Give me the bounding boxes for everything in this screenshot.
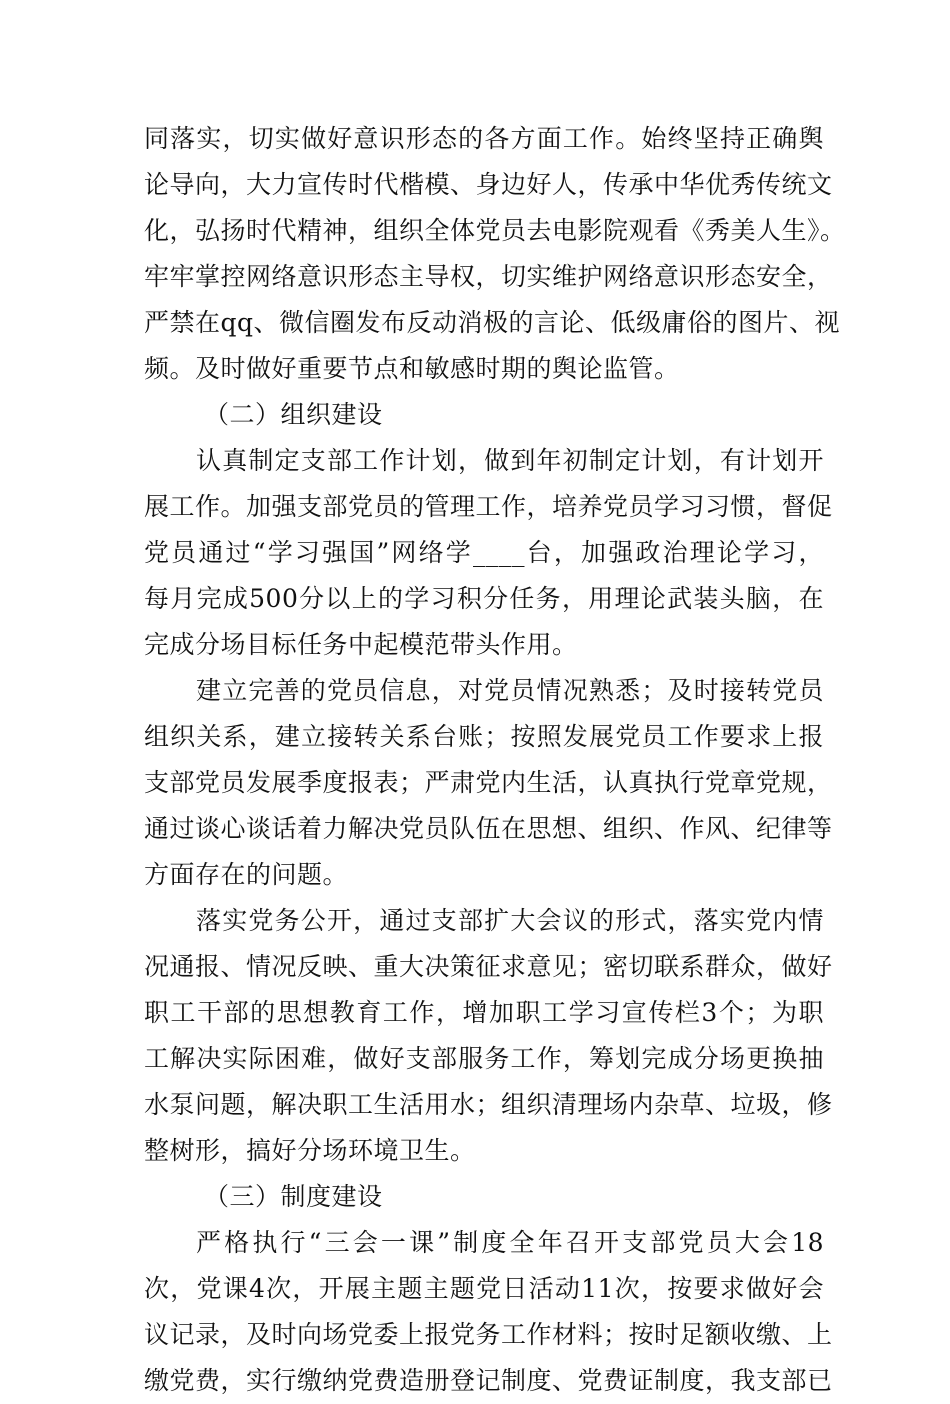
- text-line: 议记录，及时向场党委上报党务工作材料；按时足额收缴、上: [144, 1320, 833, 1349]
- text-line: 展工作。加强支部党员的管理工作，培养党员学习习惯，督促: [144, 492, 833, 521]
- text-line: 认真制定支部工作计划，做到年初制定计划，有计划开: [196, 446, 824, 475]
- text-line: 缴党费，实行缴纳党费造册登记制度、党费证制度，我支部已: [144, 1366, 833, 1395]
- paragraph-ideology: [144, 116, 846, 392]
- paragraph-work-plan: [144, 438, 833, 668]
- text-line: 每月完成500分以上的学习积分任务，用理论武装头脑，在: [144, 584, 824, 613]
- text-line: 化，弘扬时代精神，组织全体党员去电影院观看《秀美人生》。: [144, 216, 846, 245]
- text-line: 频。及时做好重要节点和敏感时期的舆论监管。: [144, 354, 680, 383]
- text-line: 整树形，搞好分场环境卫生。: [144, 1136, 476, 1165]
- text-line: 方面存在的问题。: [144, 860, 349, 889]
- text-line: 严格执行“三会一课”制度全年召开支部党员大会18: [196, 1228, 824, 1257]
- text-line: 支部党员发展季度报表；严肃党内生活，认真执行党章党规，: [144, 768, 833, 797]
- document-body: [144, 116, 846, 1404]
- text-line: 况通报、情况反映、重大决策征求意见；密切联系群众，做好: [144, 952, 833, 981]
- text-line: 论导向，大力宣传时代楷模、身边好人，传承中华优秀传统文: [144, 170, 833, 199]
- paragraph-member-info: [144, 668, 833, 898]
- text-line: 次，党课4次，开展主题主题党日活动11次，按要求做好会: [144, 1274, 824, 1303]
- text-line: 水泵问题，解决职工生活用水；组织清理场内杂草、垃圾，修: [144, 1090, 833, 1119]
- text-line: 组织关系，建立接转关系台账；按照发展党员工作要求上报: [144, 722, 824, 751]
- text-line: 通过谈心谈话着力解决党员队伍在思想、组织、作风、纪律等: [144, 814, 833, 843]
- text-line: 完成分场目标任务中起模范带头作用。: [144, 630, 578, 659]
- text-line: 党员通过“学习强国”网络学____台，加强政治理论学习，: [144, 538, 824, 567]
- text-line: 工解决实际困难，做好支部服务工作，筹划完成分场更换抽: [144, 1044, 824, 1073]
- paragraph-meetings: [144, 1220, 833, 1404]
- text-line: 同落实，切实做好意识形态的各方面工作。始终坚持正确舆: [144, 124, 824, 153]
- text-line: 职工干部的思想教育工作，增加职工学习宣传栏3个；为职: [144, 998, 824, 1027]
- text-line: 建立完善的党员信息，对党员情况熟悉；及时接转党员: [196, 676, 824, 705]
- text-line: 严禁在qq、微信圈发布反动消极的言论、低级庸俗的图片、视: [144, 308, 841, 337]
- text-line: 落实党务公开，通过支部扩大会议的形式，落实党内情: [196, 906, 824, 935]
- section-heading-organization: （二）组织建设: [204, 400, 383, 429]
- paragraph-party-affairs: [144, 898, 833, 1174]
- section-heading-system: （三）制度建设: [204, 1182, 383, 1211]
- text-line: 牢牢掌控网络意识形态主导权，切实维护网络意识形态安全，: [144, 262, 833, 291]
